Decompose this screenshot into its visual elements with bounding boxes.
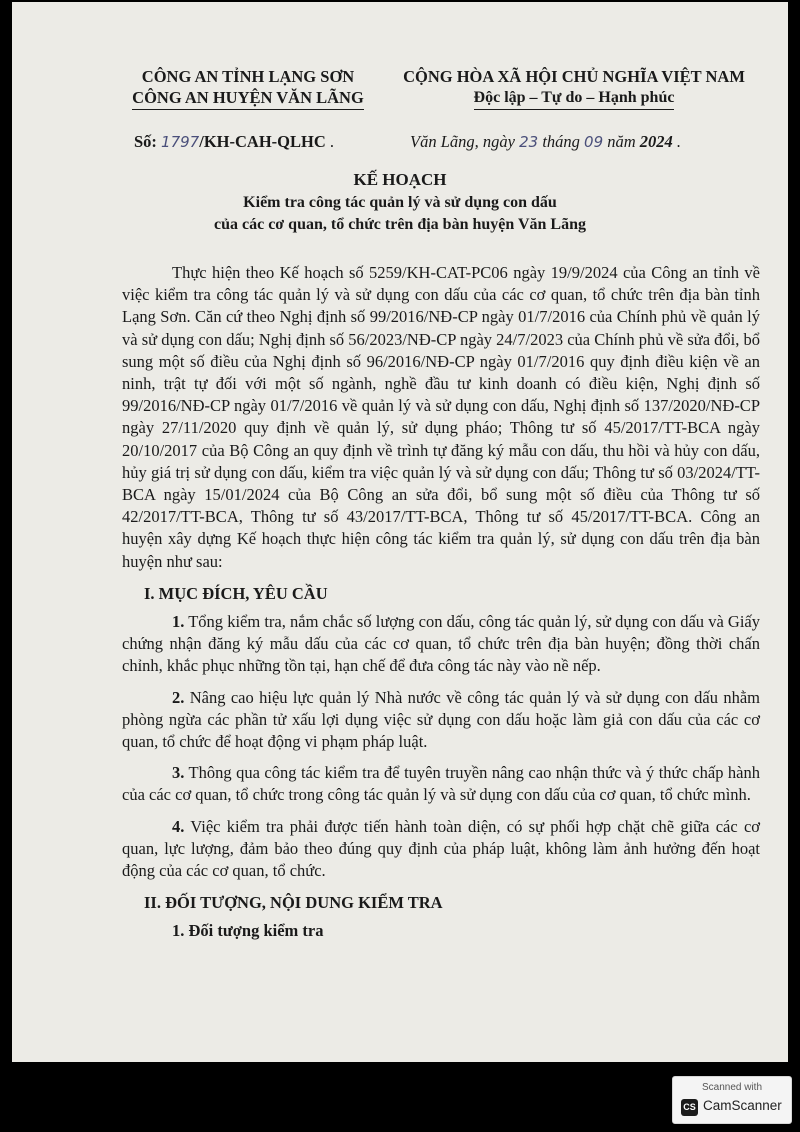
scanned-with-label: Scanned with bbox=[701, 1082, 763, 1093]
document-number bbox=[134, 132, 334, 152]
intro-paragraph: Thực hiện theo Kế hoạch số 5259/KH-CAT-PC06 ngày 19/9/2024 của Công an tỉnh về việc kiểm tra công tác quản lý và sử dụng con dấu của các cơ quan, tổ chức trên địa bàn tỉnh Lạng Sơn. Căn cứ theo Nghị định số 99/2016/NĐ-CP ngày 01/7/2016 của Chính phủ về quản lý và sử dụng con dấu; Nghị định số 56/2023/NĐ-CP ngày 24/7/2023 của Chính phủ về sửa đổi, bổ sung một số điều của Nghị định số 96/2016/NĐ-CP ngày 01/7/2016 quy định điều kiện về an ninh, trật tự đối với một số ngành, nghề đầu tư kinh doanh có điều kiện, Nghị định số 99/2016/NĐ-CP ngày 01/7/2016 về quản lý và sử dụng con dấu, Nghị định số 137/2020/NĐ-CP ngày 27/11/2020 quy định về quản lý, sử dụng pháo; Thông tư số 45/2017/TT-BCA ngày 20/10/2017 của Bộ Công an quy định về trình tự đăng ký mẫu con dấu, thu hồi và hủy con dấu, hủy giá trị sử dụng con dấu, kiểm tra việc quản lý và sử dụng con dấu; Thông tư số 03/2024/TT-BCA ngày 15/01/2024 của Bộ Công an sửa đổi, bổ sung một số điều của Thông tư số 42/2017/TT-BCA, Thông tư số 43/2017/TT-BCA, Thông tư số 45/2017/TT-BCA. Công an huyện xây dựng Kế hoạch thực hiện công tác kiểm tra quản lý, sử dụng con dấu trên địa bàn huyện như sau: bbox=[122, 263, 760, 571]
number-trail: . bbox=[329, 132, 334, 151]
document-body bbox=[122, 262, 760, 943]
item-number: 3. bbox=[172, 763, 185, 783]
handwritten-number: 1797 bbox=[161, 133, 200, 151]
org-line-1: CÔNG AN TỈNH LẠNG SƠN bbox=[141, 67, 355, 86]
document-date bbox=[410, 132, 681, 152]
item-text: Tổng kiểm tra, nắm chắc số lượng con dấu, công tác quản lý, sử dụng con dấu và Giấy chứng nhận đăng ký mẫu dấu của các cơ quan, tổ chức trên địa bàn huyện; đồng thời chấn chỉnh, khắc phục những tồn tại, hạn chế để đưa công tác này vào nề nếp. bbox=[122, 612, 760, 676]
item-number: 4. bbox=[172, 816, 185, 836]
date-year: 2024 bbox=[639, 132, 673, 151]
number-label: Số: bbox=[134, 132, 157, 151]
section-1-item-1 bbox=[122, 611, 760, 678]
section-2-heading: II. ĐỐI TƯỢNG, NỘI DUNG KIỂM TRA bbox=[144, 893, 443, 913]
item-text: Thông qua công tác kiểm tra để tuyên truyền nâng cao nhận thức và ý thức chấp hành của các cơ quan, tổ chức trong công tác quản lý và sử dụng con dấu của cơ quan, tổ chức mình. bbox=[122, 763, 760, 805]
date-trail: . bbox=[676, 132, 682, 151]
item-text: Nâng cao hiệu lực quản lý Nhà nước về công tác quản lý và sử dụng con dấu nhằm phòng ngừa các phần tử xấu lợi dụng việc sử dụng con dấu hoặc làm giả con dấu của các cơ quan, tổ chức để hoạt động vi phạm pháp luật. bbox=[122, 687, 760, 752]
document-title: KẾ HOẠCH bbox=[353, 170, 447, 189]
date-day: 23 bbox=[519, 133, 539, 151]
document-page bbox=[12, 2, 788, 1062]
nation-line-2: Độc lập – Tự do – Hạnh phúc bbox=[474, 87, 675, 110]
date-month-label: tháng bbox=[538, 132, 585, 151]
issuing-organization bbox=[118, 66, 378, 110]
camscanner-logo-icon: CS bbox=[681, 1099, 698, 1116]
item-text: Việc kiểm tra phải được tiến hành toàn diện, có sự phối hợp chặt chẽ giữa các cơ quan, lực lượng, đảm bảo theo đúng quy định của pháp luật, không làm ảnh hưởng đến hoạt động của các cơ quan, tổ chức. bbox=[122, 816, 760, 881]
national-motto bbox=[388, 66, 760, 110]
date-month: 09 bbox=[584, 133, 604, 151]
camscanner-watermark bbox=[672, 1076, 792, 1124]
nation-line-1: CỘNG HÒA XÃ HỘI CHỦ NGHĨA VIỆT NAM bbox=[403, 67, 745, 86]
number-code: /KH-CAH-QLHC bbox=[199, 132, 326, 151]
item-number: 1. bbox=[172, 612, 185, 632]
subtitle-line-1: Kiểm tra công tác quản lý và sử dụng con dấu bbox=[243, 194, 557, 211]
date-prefix: Văn Lãng, ngày bbox=[410, 132, 520, 151]
section-1-heading: I. MỤC ĐÍCH, YÊU CẦU bbox=[144, 583, 328, 603]
document-subtitle bbox=[12, 192, 788, 236]
section-2-subheading: 1. Đối tượng kiểm tra bbox=[172, 921, 324, 941]
date-year-label: năm bbox=[603, 132, 640, 151]
org-line-2: CÔNG AN HUYỆN VĂN LÃNG bbox=[132, 87, 364, 110]
subtitle-line-2: của các cơ quan, tổ chức trên địa bàn huyện Văn Lãng bbox=[214, 216, 586, 233]
camscanner-brand: CamScanner bbox=[703, 1098, 782, 1113]
item-number: 2. bbox=[172, 687, 185, 707]
section-1-item-3 bbox=[122, 762, 760, 806]
section-1-item-2 bbox=[122, 687, 760, 754]
section-1-item-4 bbox=[122, 816, 760, 883]
